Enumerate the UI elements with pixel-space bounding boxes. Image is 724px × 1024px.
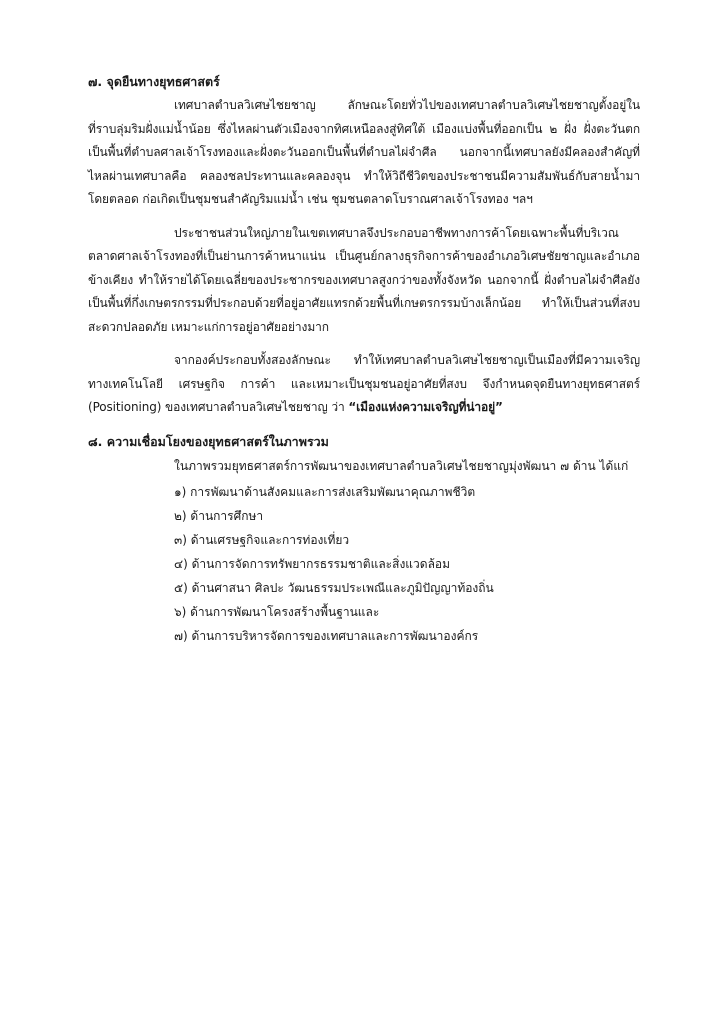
strategy-item: ๓) ด้านเศรษฐกิจและการท่องเที่ยว xyxy=(174,532,350,547)
section-7-paragraph-1: เทศบาลตำบลวิเศษไชยชาญ ลักษณะโดยทั่วไปของเทศบาลตำบลวิเศษไชยชาญตั้งอยู่ในที่ราบลุ่มริมฝั่งแม่น้ำน้อย ซึ่งไหลผ่านตัวเมืองจากทิศเหนือลงสู่ทิศใต้ เมืองแบ่งพื้นที่ออกเป็น ๒ ฝั่ง ฝั่งตะวันตกเป็นพื้นที่ตำบลศาลเจ้าโรงทองและฝั่งตะวันออกเป็นพื้นที่ตำบลไผ่จำศีล นอกจากนี้เทศบาลยังมีคลองสำคัญที่ไหลผ่านเทศบาลคือ คลองชลประทานและคลองจุน ทำให้วิถีชีวิตของประชาชนมีความสัมพันธ์กับสายน้ำมาโดยตลอด ก่อเกิดเป็นชุมชนสำคัญริมแม่น้ำ เช่น ชุมชนตลาดโบราณศาลเจ้าโรงทอง ฯลฯ xyxy=(88,98,640,206)
strategy-list xyxy=(88,480,640,648)
strategy-item: ๔) ด้านการจัดการทรัพยากรธรรมชาติและสิ่งแวดล้อม xyxy=(174,556,451,571)
strategy-item: ๑) การพัฒนาด้านสังคมและการส่งเสริมพัฒนาคุณภาพชีวิต xyxy=(174,484,476,499)
positioning-lead-text: จากองค์ประกอบทั้งสองลักษณะ ทำให้เทศบาลตำบลวิเศษไชยชาญเป็นเมืองที่มีความเจริญทางเทคโนโลยี เศรษฐกิจ การค้า และเหมาะเป็นชุมชนอยู่อาศัยที่สงบ จึงกำหนดจุดยืนทางยุทธศาสตร์ (Positioning) ของเทศบาลตำบลวิเศษไชยชาญ ว่า xyxy=(88,353,640,414)
positioning-statement: “เมืองแห่งความเจริญที่น่าอยู่” xyxy=(348,400,503,414)
section-8-intro: ในภาพรวมยุทธศาสตร์การพัฒนาของเทศบาลตำบลวิเศษไชยชาญมุ่งพัฒนา ๗ ด้าน ได้แก่ xyxy=(174,458,629,473)
section-8 xyxy=(88,430,640,648)
strategy-item: ๕) ด้านศาสนา ศิลปะ วัฒนธรรมประเพณีและภูมิปัญญาท้องถิ่น xyxy=(174,580,494,595)
section-8-heading: ๘. ความเชื่อมโยงของยุทธศาสตร์ในภาพรวม xyxy=(88,433,329,449)
section-7-paragraph-2: ประชาชนส่วนใหญ่ภายในเขตเทศบาลจึงประกอบอาชีพทางการค้าโดยเฉพาะพื้นที่บริเวณตลาดศาลเจ้าโรงทองที่เป็นย่านการค้าหนาแน่น เป็นศูนย์กลางธุรกิจการค้าของอำเภอวิเศษชัยชาญและอำเภอข้างเคียง ทำให้รายได้โดยเฉลี่ยของประชากรของเทศบาลสูงกว่าของทั้งจังหวัด นอกจากนี้ ฝั่งตำบลไผ่จำศีลยังเป็นพื้นที่กึ่งเกษตรกรรมที่ประกอบด้วยที่อยู่อาศัยแทรกด้วยพื้นที่เกษตรกรรมบ้างเล็กน้อย ทำให้เป็นส่วนที่สงบ สะดวกปลอดภัย เหมาะแก่การอยู่อาศัยอย่างมาก xyxy=(88,225,640,334)
section-7-paragraph-3 xyxy=(88,349,640,420)
section-7-heading: ๗. จุดยืนทางยุทธศาสตร์ xyxy=(88,74,220,89)
section-7 xyxy=(88,70,640,420)
strategy-item: ๖) ด้านการพัฒนาโครงสร้างพื้นฐานและ xyxy=(174,604,380,619)
strategy-item: ๒) ด้านการศึกษา xyxy=(174,508,264,523)
strategy-item: ๗) ด้านการบริหารจัดการของเทศบาลและการพัฒนาองค์กร xyxy=(174,628,479,643)
